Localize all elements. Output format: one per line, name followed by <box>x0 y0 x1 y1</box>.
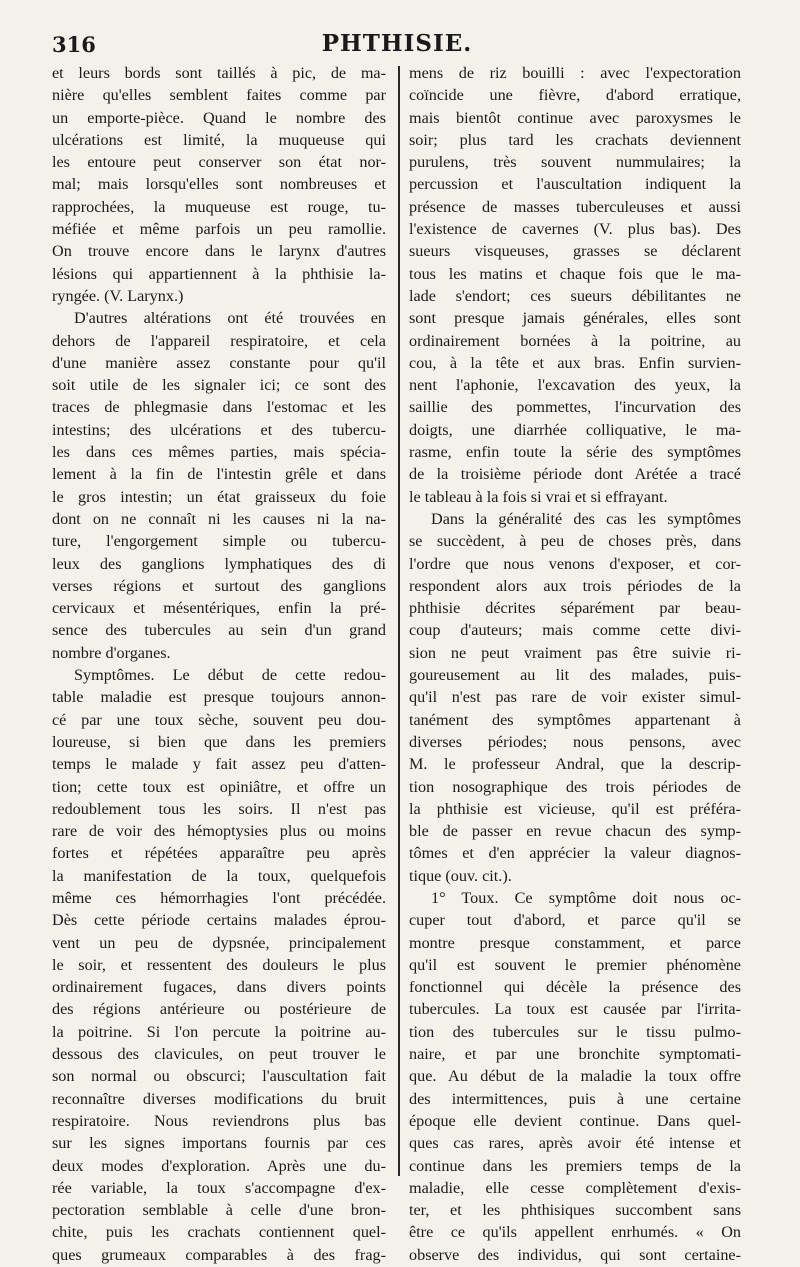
text-line: respondent alors aux trois périodes de la <box>409 576 741 595</box>
text-line: les entoure peut conserver son état nor- <box>52 153 386 172</box>
running-head: PHTHISIE. <box>321 30 473 57</box>
text-line: son normal ou obscurci; l'auscultation fait <box>52 1067 386 1086</box>
text-line: de la troisième période dont Arétée a tracé <box>409 465 741 484</box>
page-header <box>52 30 742 64</box>
text-line: lésions qui appartiennent à la phthisie la- <box>52 264 386 283</box>
text-line: soit utile de les signaler ici; ce sont des <box>52 376 386 395</box>
text-line: ulcérations est limité, la muqueuse qui <box>52 130 386 149</box>
text-line: des régions antérieure ou postérieure de <box>52 1000 386 1019</box>
text-line: rée variable, la toux s'accompagne d'ex- <box>52 1178 386 1197</box>
text-line: 1° Toux. Ce symptôme doit nous oc- <box>431 888 741 907</box>
text-line: temps le malade y fait assez peu d'atten- <box>52 755 386 774</box>
text-line: dessous des clavicules, on peut trouver le <box>52 1045 386 1064</box>
text-line: ryngée. (V. Larynx.) <box>52 286 184 305</box>
text-line: méfiée et même parfois un peu ramollie. <box>52 220 386 239</box>
text-line: sence des tubercules au sein d'un grand <box>52 621 386 640</box>
text-line: et leurs bords sont taillés à pic, de ma- <box>52 64 386 82</box>
text-line: le soir, et ressentent des douleurs le plus <box>52 955 386 974</box>
text-line: coïncide une fièvre, d'abord erratique, <box>409 86 741 105</box>
page-number: 316 <box>52 32 96 57</box>
right-column <box>409 62 741 1264</box>
text-line: des intermittences, puis à une certaine <box>409 1089 741 1108</box>
column-divider <box>398 66 400 1176</box>
text-line: tous les matins et chaque fois que le ma- <box>409 264 741 283</box>
text-line: deux modes d'exploration. Après une du- <box>52 1156 386 1175</box>
text-line: verses régions et surtout des ganglions <box>52 576 386 595</box>
text-line: la phthisie est vicieuse, qu'il est préféra- <box>409 799 741 818</box>
text-line: sion ne peut vraiment pas être suivie ri- <box>409 643 741 662</box>
text-line: l'ordre que nous venons d'exposer, et cor- <box>409 554 741 573</box>
text-line: D'autres altérations ont été trouvées en <box>74 309 386 328</box>
text-line: la poitrine. Si l'on percute la poitrine au- <box>52 1022 386 1041</box>
text-line: reconnaître diverses modifications du bruit <box>52 1089 386 1108</box>
text-line: redoublement tous les soirs. Il n'est pas <box>52 799 386 818</box>
text-line: d'une manière assez constante pour qu'il <box>52 353 386 372</box>
text-line: phthisie décrites séparément par beau- <box>409 599 741 618</box>
text-line: doigts, une diarrhée colliquative, le ma- <box>409 420 741 439</box>
text-line: naire, et par une bronchite symptomati- <box>409 1045 741 1064</box>
text-line: respiratoire. Nous reviendrons plus bas <box>52 1111 386 1130</box>
text-line: même ces hémorrhagies l'ont précédée. <box>52 888 386 907</box>
text-line: chite, puis les crachats contiennent quel- <box>52 1223 386 1242</box>
text-line: tion; cette toux est opiniâtre, et offre un <box>52 777 386 796</box>
text-line: qu'il n'est pas rare de voir exister simul- <box>409 688 741 707</box>
text-line: continue dans les premiers temps de la <box>409 1156 741 1175</box>
text-line: saillie des pommettes, l'incurvation des <box>409 398 741 417</box>
text-line: purulens, très souvent nummulaires; la <box>409 153 741 172</box>
text-line: mais bientôt continue avec paroxysmes le <box>409 108 741 127</box>
text-line: qu'il est souvent le premier phénomène <box>409 955 741 974</box>
text-line: table maladie est presque toujours annon- <box>52 688 386 707</box>
text-line: cuper tout d'abord, et parce qu'il se <box>409 911 741 930</box>
text-line: nière qu'elles semblent faites comme par <box>52 86 386 105</box>
text-line: goureusement au lit des malades, puis- <box>409 666 741 685</box>
text-line: observe des individus, qui sont certaine- <box>409 1245 741 1264</box>
text-line: que. Au début de la maladie la toux offre <box>409 1067 741 1086</box>
text-line: pectoration semblable à celle d'une bron- <box>52 1201 386 1220</box>
text-line: fonctionnel qui décèle la présence des <box>409 978 741 997</box>
text-line: tômes et d'en apprécier la valeur diagnos- <box>409 844 741 863</box>
text-line: percussion et l'auscultation indiquent la <box>409 175 741 194</box>
text-line: ques cas rares, après avoir été intense et <box>409 1134 741 1153</box>
text-line: nombre d'organes. <box>52 643 171 662</box>
text-line: tubercules. La toux est causée par l'irrita- <box>409 1000 741 1019</box>
text-line: leux des ganglions lymphatiques des di <box>52 554 386 573</box>
text-line: lade s'endort; ces sueurs débilitantes ne <box>409 286 741 305</box>
text-line: époque elle devient continue. Dans quel- <box>409 1111 741 1130</box>
text-line: Dans la généralité des cas les symptômes <box>431 509 741 528</box>
left-column <box>52 62 386 1264</box>
text-line: se succèdent, à peu de choses près, dans <box>409 532 741 551</box>
text-line: montre presque constamment, et parce <box>409 933 741 952</box>
text-line: ture, l'engorgement simple ou tubercu- <box>52 532 386 551</box>
text-line: ques grumeaux comparables à des frag- <box>52 1245 386 1264</box>
text-line: loureuse, si bien que dans les premiers <box>52 732 386 751</box>
text-line: ble de passer en revue chacun des symp- <box>409 822 741 841</box>
text-line: lement à la fin de l'intestin grêle et dans <box>52 465 386 484</box>
text-line: rasme, enfin toute la série des symptômes <box>409 443 741 462</box>
text-line: traces de phlegmasie dans l'estomac et les <box>52 398 386 417</box>
text-line: Symptômes. Le début de cette redou- <box>74 666 386 685</box>
text-line: M. le professeur Andral, que la descrip- <box>409 755 741 774</box>
text-line: tion des tubercules sur le tissu pulmo- <box>409 1022 741 1041</box>
text-line: dont on ne connaît ni les causes ni la na- <box>52 509 386 528</box>
text-line: maladie, elle cesse complètement d'exis- <box>409 1178 741 1197</box>
text-line: être ce qu'ils appellent enrhumés. « On <box>409 1223 741 1242</box>
text-line: sont presque jamais générales, elles sont <box>409 309 741 328</box>
text-line: la manifestation de la toux, quelquefois <box>52 866 386 885</box>
text-line: Dès cette période certains malades éprou- <box>52 911 386 930</box>
text-line: dehors de l'appareil respiratoire, et cela <box>52 331 386 350</box>
text-line: les dans ces mêmes parties, mais spécia- <box>52 443 386 462</box>
text-line: tique (ouv. cit.). <box>409 866 512 885</box>
text-line: l'existence de cavernes (V. plus bas). Des <box>409 220 741 239</box>
text-line: mens de riz bouilli : avec l'expectoration <box>409 64 741 82</box>
text-line: présence de masses tuberculeuses et aussi <box>409 197 741 216</box>
text-line: tanément des symptômes appartenant à <box>409 710 741 729</box>
text-line: On trouve encore dans le larynx d'autres <box>52 242 386 261</box>
text-line: ter, et les phthisiques succombent sans <box>409 1201 741 1220</box>
text-line: sueurs visqueuses, grasses se déclarent <box>409 242 741 261</box>
text-line: sur les signes importans fournis par ces <box>52 1134 386 1153</box>
text-line: rapprochées, la muqueuse est rouge, tu- <box>52 197 386 216</box>
text-line: le tableau à la fois si vrai et si effrayant. <box>409 487 668 506</box>
text-line: rare de voir des hémoptysies plus ou moins <box>52 822 386 841</box>
text-line: cou, à la tête et aux bras. Enfin survien- <box>409 353 741 372</box>
text-line: mal; mais lorsqu'elles sont nombreuses et <box>52 175 386 194</box>
text-line: intestins; des ulcérations et des tubercu- <box>52 420 386 439</box>
text-line: tion nosographique des trois périodes de <box>409 777 741 796</box>
text-line: cervicaux et mésentériques, enfin la pré- <box>52 599 386 618</box>
text-line: diverses périodes; nous pensons, avec <box>409 732 741 751</box>
text-line: le gros intestin; un état graisseux du foie <box>52 487 386 506</box>
text-line: soir; plus tard les crachats deviennent <box>409 130 741 149</box>
text-line: ordinairement bornées à la poitrine, au <box>409 331 741 350</box>
text-line: un emporte-pièce. Quand le nombre des <box>52 108 386 127</box>
text-line: nent l'aphonie, l'excavation des yeux, la <box>409 376 741 395</box>
text-line: fortes et répétées apparaître peu après <box>52 844 386 863</box>
text-line: cé par une toux sèche, souvent peu dou- <box>52 710 386 729</box>
text-line: vent un peu de dypsnée, principalement <box>52 933 386 952</box>
text-line: coup d'auteurs; mais comme cette divi- <box>409 621 741 640</box>
text-line: ordinairement fugaces, dans divers points <box>52 978 386 997</box>
